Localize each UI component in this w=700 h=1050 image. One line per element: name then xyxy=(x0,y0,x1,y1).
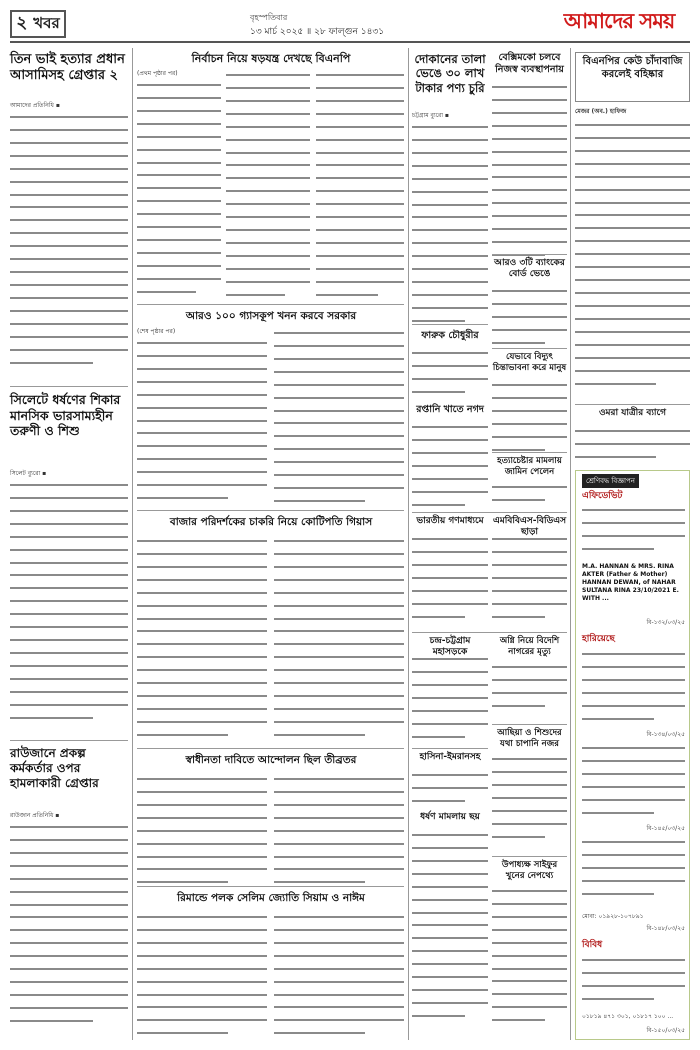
article-text xyxy=(575,424,690,468)
headline-three-brothers: তিন ভাই হত্যার প্রধান আসামিসহ গ্রেপ্তার ২ xyxy=(10,52,125,84)
article-text xyxy=(316,68,404,300)
headline-asia: আছিয়া ও শিশুদের যথা চাপানি নজর xyxy=(497,728,562,749)
classified-section-lost: হারিয়েছে xyxy=(582,634,615,644)
headline-highway: চন্দ্র-চট্টগ্রাম মহাসড়কে xyxy=(429,636,471,658)
header-divider xyxy=(10,41,690,43)
headline-bnp-extortion: বিএনপির কেউ চাঁদাবাজি করলেই বহিষ্কার xyxy=(582,56,683,80)
article-text xyxy=(412,420,488,508)
headline-shop-theft: দোকানের তালা ভেঙে ৩০ লাখ টাকার পণ্য চুরি xyxy=(414,52,486,95)
article-text xyxy=(137,534,267,744)
headline-beximco: বেক্সিমকো চলবে নিজস্ব ব্যবস্থাপনায় xyxy=(495,52,564,75)
headline-market-inspector: বাজার পরিদর্শকের চাকরি নিয়ে কোটিপতি গিয়াস xyxy=(169,516,373,528)
column-rule xyxy=(132,48,133,1040)
article-text xyxy=(226,68,310,300)
dateline: রাউজান প্রতিনিধি ▪ xyxy=(10,812,60,819)
ad-code: বি-১৪৫/০৩/২৫ xyxy=(646,825,685,832)
article-text xyxy=(412,828,488,1040)
section-name: খবর xyxy=(33,13,60,32)
bnp-box xyxy=(575,52,690,102)
headline-saifur: উপাধ্যক্ষ সাইফুর খুনের নেপথ্যে xyxy=(501,860,558,881)
article-text xyxy=(274,326,404,506)
headline-umrah: ওমরা যাত্রীর ব্যাগে xyxy=(598,408,667,418)
article-text xyxy=(137,910,267,1040)
article-text xyxy=(137,772,267,882)
article-text xyxy=(575,118,690,400)
headline-electricity: যেভাবে বিদ্যুৎ চিন্তাভাবনা করে মানুষ xyxy=(492,352,567,373)
article-text xyxy=(137,336,267,506)
article-text xyxy=(582,953,685,1009)
masthead-logo: আমাদের সময় xyxy=(563,7,675,33)
headline-three-banks: আরও ৩টি ব্যাংকের বোর্ড ভেঙে xyxy=(494,258,565,280)
headline-mbbs: এমবিবিএস-বিডিএস ছাড়া xyxy=(492,516,567,538)
article-text xyxy=(492,532,567,628)
article-text xyxy=(492,752,567,852)
article-text xyxy=(492,660,567,720)
article-text xyxy=(10,820,128,1040)
contact-number: ০১৮১৯ ৪৭১ ৩০১, ০১৮১৭ ১০০ ... xyxy=(582,1013,674,1020)
column-rule xyxy=(570,48,571,1040)
ad-code: বি-১৩২/০৩/২৫ xyxy=(646,619,685,626)
headline-hasina: হাসিনা-ইমরানসহ xyxy=(419,752,481,762)
headline-raozan: রাউজানে প্রকল্প কর্মকর্তার ওপর হামলাকারী গ্রেপ্তার xyxy=(10,746,99,790)
headline-independence: স্বাধীনতা দাবিতে আন্দোলন ছিল তীব্রতর xyxy=(185,754,357,766)
article-text xyxy=(412,346,488,400)
dateline: (প্রথম পৃষ্ঠার পর) xyxy=(137,70,178,77)
article-text xyxy=(412,120,488,320)
article-text xyxy=(10,478,128,733)
dateline: চট্টগ্রাম ব্যুরো ▪ xyxy=(412,112,449,119)
headline-rape-case: ধর্ষণ মামলায় ছয় xyxy=(420,812,480,822)
article-text xyxy=(412,768,488,808)
article-text xyxy=(412,652,488,744)
article-text xyxy=(582,647,685,727)
article-text xyxy=(492,284,567,344)
issue-date: ১৩ মার্চ ২০২৫ ॥ ২৮ ফাল্গুন ১৪৩১ xyxy=(250,27,385,37)
headline-gas-wells: আরও ১০০ গ্যাসকূপ খনন করবে সরকার xyxy=(185,310,357,322)
article-text xyxy=(582,503,685,563)
ad-code: বি-১৫০/০৩/২৫ xyxy=(646,1027,685,1034)
article-text xyxy=(274,772,404,882)
page-number: ২ xyxy=(16,13,28,33)
article-text xyxy=(492,80,567,250)
dateline: আমাদের প্রতিনিধি ▪ xyxy=(10,102,60,109)
headline-faruk: ফারুক চৌধুরীর xyxy=(421,330,479,341)
article-text xyxy=(582,741,685,821)
headline-indian-media: ভারতীয় গণমাধ্যমে xyxy=(416,516,484,526)
article-text xyxy=(137,78,221,300)
headline-sylhet: সিলেটে ধর্ষণের শিকার মানসিক ভারসাম্যহীন তরুণী ও শিশু xyxy=(10,392,121,439)
mobile-number: মোবা: ০১৯২৮-১০৭৮৯১ xyxy=(582,913,644,920)
article-text xyxy=(492,884,567,1040)
dateline: সিলেট ব্যুরো ▪ xyxy=(10,470,47,477)
article-text xyxy=(10,110,128,380)
classified-section-affidavit: এফিডেভিট xyxy=(582,491,623,501)
headline-remand: রিমান্ডে পলক সেলিম জ্যোতি সিয়াম ও নাঈম xyxy=(177,892,365,904)
headline-foreigner: অগ্নি নিয়ে বিদেশি নাগরের মৃত্যু xyxy=(499,636,560,657)
article-text xyxy=(274,910,404,1040)
article-text xyxy=(492,480,567,508)
classifieds-title: শ্রেণিবদ্ধ বিজ্ঞাপন xyxy=(582,474,639,488)
column-rule xyxy=(408,48,409,1040)
ad-code: বি-১৩৪/০৩/২৫ xyxy=(646,731,685,738)
page-number-box xyxy=(10,10,66,38)
headline-export: রপ্তানি খাতে নগদ xyxy=(416,404,484,415)
article-text xyxy=(274,534,404,744)
classifieds-box xyxy=(575,470,690,1040)
article-text xyxy=(492,378,567,448)
english-notice: M.A. HANNAN & MRS. RINA AKTER (Father & Mother) HANNAN DEWAN, of NAHAR SULTANA RINA 23/10/2021 E. WITH ... xyxy=(582,563,679,602)
issue-day: বৃহস্পতিবার xyxy=(250,13,288,22)
headline-election-conspiracy: নির্বাচন নিয়ে ষড়যন্ত্র দেখছে বিএনপি xyxy=(191,52,351,65)
article-text xyxy=(412,532,488,628)
byline: মেজর (অব.) হাফিজ xyxy=(575,108,627,115)
ad-code: বি-১৪৮/০৩/২৫ xyxy=(646,925,685,932)
dateline: (শেষ পৃষ্ঠার পর) xyxy=(137,328,176,335)
article-text xyxy=(582,835,685,907)
classified-section-misc: বিবিধ xyxy=(582,940,603,950)
headline-bail: হত্যাচেষ্টার মামলায় জামিন পেলেন xyxy=(497,456,562,477)
